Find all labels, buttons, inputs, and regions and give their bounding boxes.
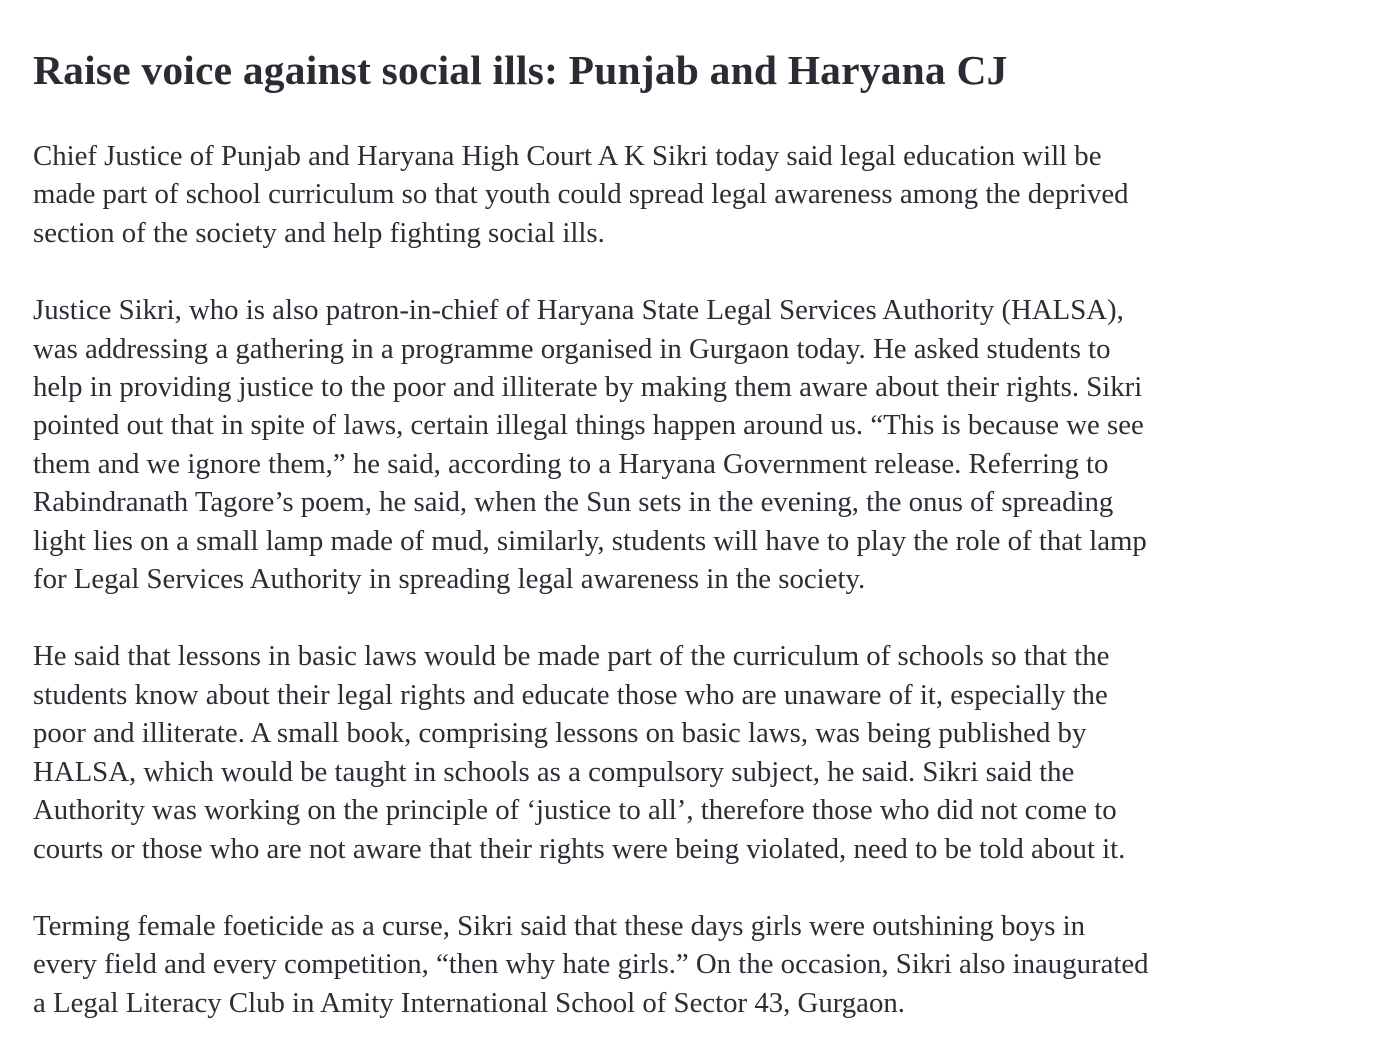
- paragraph-line: Rabindranath Tagore’s poem, he said, when the Sun sets in the evening, the onus of spreading: [33, 486, 1114, 519]
- paragraph-line: Terming female foeticide as a curse, Sikri said that these days girls were outshining boys in: [33, 909, 1085, 942]
- article-headline: Raise voice against social ills: Punjab and Haryana CJ: [33, 47, 1008, 93]
- paragraph-1: [33, 137, 1348, 252]
- paragraph-line: section of the society and help fighting social ills.: [33, 216, 605, 249]
- article: [33, 40, 1348, 1061]
- paragraph-line: every field and every competition, “then why hate girls.” On the occasion, Sikri also inaugurated: [33, 948, 1149, 981]
- paragraph-line: students know about their legal rights and educate those who are unaware of it, especially the: [33, 678, 1108, 711]
- paragraph-line: a Legal Literacy Club in Amity International School of Sector 43, Gurgaon.: [33, 986, 905, 1019]
- paragraph-line: made part of school curriculum so that youth could spread legal awareness among the deprived: [33, 178, 1129, 211]
- paragraph-4: [33, 907, 1348, 1022]
- paragraph-line: light lies on a small lamp made of mud, similarly, students will have to play the role of that lamp: [33, 524, 1147, 557]
- paragraph-line: for Legal Services Authority in spreading legal awareness in the society.: [33, 563, 866, 596]
- paragraph-line: them and we ignore them,” he said, according to a Haryana Government release. Referring to: [33, 447, 1109, 480]
- paragraph-line: HALSA, which would be taught in schools as a compulsory subject, he said. Sikri said the: [33, 755, 1075, 788]
- paragraph-3: [33, 637, 1348, 867]
- paragraph-line: help in providing justice to the poor and illiterate by making them aware about their rights. Sikri: [33, 371, 1143, 404]
- paragraph-line: Authority was working on the principle of ‘justice to all’, therefore those who did not come to: [33, 794, 1117, 827]
- article-body: [33, 137, 1348, 1022]
- paragraph-line: courts or those who are not aware that their rights were being violated, need to be told about it.: [33, 832, 1126, 865]
- paragraph-line: pointed out that in spite of laws, certain illegal things happen around us. “This is because we see: [33, 409, 1144, 442]
- paragraph-line: He said that lessons in basic laws would be made part of the curriculum of schools so that the: [33, 640, 1110, 673]
- paragraph-line: Chief Justice of Punjab and Haryana High Court A K Sikri today said legal education will be: [33, 140, 1102, 172]
- paragraph-line: was addressing a gathering in a programme organised in Gurgaon today. He asked students to: [33, 332, 1111, 365]
- paragraph-line: Justice Sikri, who is also patron-in-chief of Haryana State Legal Services Authority (HALSA),: [33, 294, 1124, 327]
- paragraph-line: poor and illiterate. A small book, comprising lessons on basic laws, was being published by: [33, 717, 1087, 750]
- paragraph-2: [33, 291, 1348, 598]
